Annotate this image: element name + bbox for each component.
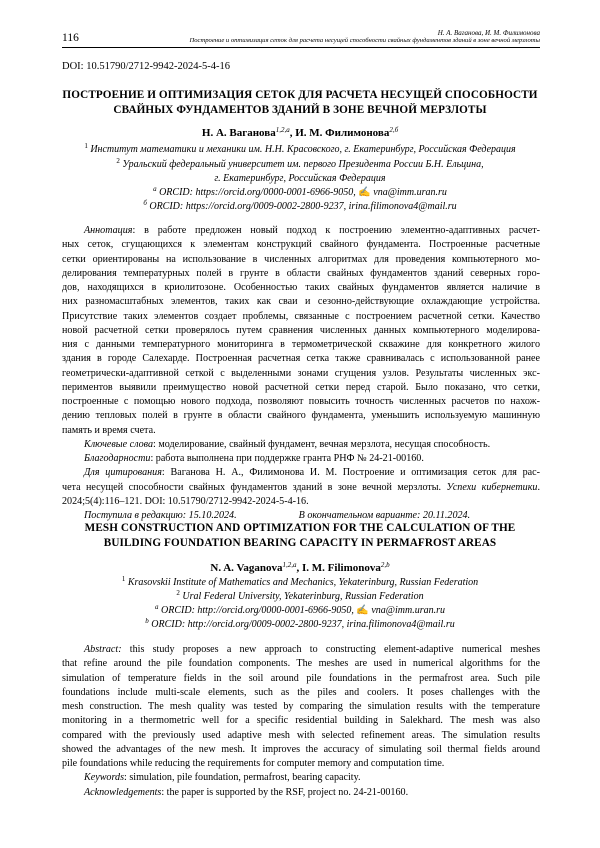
- en-abstract-line: mesh construction. The mesh quality was tested by comparing the simulation results with the temperature: [62, 701, 540, 712]
- ru-orcid-b-text: ORCID: https://orcid.org/0009-0002-2800-9237, irina.filimonova4@mail.ru: [149, 201, 457, 212]
- ru-orcid-a-text: ORCID: https://orcid.org/0000-0001-6966-9050,: [159, 187, 356, 198]
- pen-icon: ✍: [358, 187, 371, 198]
- running-title: Построение и оптимизация сеток для расчета несущей способности свайных фундаментов зданий в зоне вечной мерзлоты: [189, 37, 540, 44]
- en-ack-label: Acknowledgements: [84, 786, 162, 798]
- ru-author-1-sup: 1,2,а: [275, 126, 290, 134]
- en-orcid-a: [0, 605, 600, 616]
- ru-affiliation-1: [0, 144, 600, 155]
- en-orcid-b: [0, 619, 600, 630]
- running-authors: Н. А. Ваганова, И. М. Филимонова: [437, 29, 540, 37]
- en-keywords: Keywords: simulation, pile foundation, permafrost, bearing capacity.: [84, 772, 361, 784]
- en-abstract-label: Abstract:: [84, 644, 122, 655]
- ru-abstract-line: построенные с помощью нового подхода, позволяют повысить точность численных расчетов по нахож-: [62, 396, 540, 407]
- ru-orcid-a: [0, 187, 600, 198]
- ru-author-2-sup: 2,б: [389, 126, 399, 134]
- en-author-2-sup: 2,b: [380, 561, 390, 569]
- en-affiliation-2: [0, 591, 600, 602]
- ru-abstract-line: дению тепловых полей в грунте в области свайного фундамента, уменьшить используемую машинную: [62, 410, 540, 422]
- ru-cite-journal: Успехи кибернетики: [446, 481, 538, 493]
- en-aff2-num: 2: [176, 589, 180, 597]
- en-orcid-b-mark: b: [145, 617, 149, 625]
- ru-author-1: Н. А. Ваганова: [201, 127, 276, 139]
- ru-abstract-line: здания в городе Салехарде. Построенная расчетная сетка также сравнивалась с использованной ранее: [62, 353, 540, 365]
- ru-aff2-num: 2: [116, 157, 120, 165]
- ru-abstract-line: ных сеток, сгущающихся к элементам конструкций свайного фундамента. Построенные расчетные: [62, 239, 540, 251]
- en-aff2-text: Ural Federal University, Yekaterinburg, Russian Federation: [182, 591, 424, 602]
- ru-affiliation-2-line1: [0, 159, 600, 170]
- ru-received: Поступила в редакцию: 15.10.2024.: [84, 510, 237, 521]
- ru-aff1-text: Институт математики и механики им. Н.Н. Красовского, г. Екатеринбург, Российская Федерация: [90, 144, 516, 155]
- en-abstract: [62, 643, 540, 800]
- ru-abstract-line: Аннотация: в работе предложен новый подход к построению элементно-адаптивных расчет-: [84, 225, 540, 236]
- ru-authors: Н. А. Ваганова$^{1,2,а}$, И. М. Филимонова$^{2,б}$: [201, 126, 399, 139]
- en-orcid-b-text: ORCID: http://orcid.org/0009-0002-2800-9237, irina.filimonova4@mail.ru: [151, 619, 455, 630]
- ru-email-a: vna@imm.uran.ru: [373, 187, 447, 198]
- ru-title-line2: СВАЙНЫХ ФУНДАМЕНТОВ ЗДАНИЙ В ЗОНЕ ВЕЧНОЙ МЕРЗЛОТЫ: [113, 104, 487, 116]
- ru-abstract-line: периментов выявили преимущество новой расчетной сетки перед старой. Было показано, что сетки,: [62, 381, 540, 393]
- en-email-a: vna@imm.uran.ru: [371, 605, 445, 616]
- ru-author-2: И. М. Филимонова: [295, 127, 390, 139]
- ru-citation-line1: Для цитирования: Ваганова Н. А., Филимонова И. М. Построение и оптимизация сеток для рас-: [84, 467, 541, 479]
- header-rule: [62, 47, 540, 48]
- ru-abstract-line: них разномасштабных элементов, таких как сваи и сезонно-действующие охлаждающие устройства.: [62, 296, 540, 308]
- en-abstract-line: foundations include multi-scale elements, such as the piles and coolers. It poses challenges with the: [62, 686, 540, 698]
- ru-final: В окончательном варианте: 20.11.2024.: [298, 510, 471, 521]
- ru-abstract-line: Присутствие таких элементов создает проблемы, связанные с построением расчетной сетки. Качество: [62, 310, 540, 322]
- ru-keywords-label: Ключевые слова: [84, 438, 154, 450]
- ru-aff1-num: 1: [84, 142, 88, 150]
- ru-thanks: Благодарности: работа выполнена при поддержке гранта РНФ № 24-21-00160.: [84, 453, 424, 464]
- en-abstract-line: that refine around the pile foundation components. The meshes are used in numerical algorithms for the: [62, 658, 540, 670]
- ru-abstract-line: сетки ориентированы на использование в численных алгоритмах для проведения компьютерного мо-: [62, 253, 540, 265]
- ru-abstract-line: новой расчетной сетки проверялось путем сравнения численных данных компьютерного моделирова-: [62, 324, 540, 336]
- en-abstract-line: simulation of temperature fields in the soil around pile foundations in the permafrost area. Such pile: [62, 672, 540, 684]
- ru-abstract-line: ния с данными температурного мониторинга в термометрической скважине для конкретного жилого: [62, 339, 540, 350]
- en-title-line1: MESH CONSTRUCTION AND OPTIMIZATION FOR THE CALCULATION OF THE: [84, 522, 516, 534]
- en-abstract-line: showed the advantages of the new mesh. It improves the accuracy of simulating soil thermal fields around: [62, 743, 540, 755]
- ru-abstract-line: память и время счета.: [62, 424, 156, 436]
- ru-orcid-a-mark: а: [153, 185, 157, 193]
- en-aff1-num: 1: [121, 575, 126, 583]
- ru-citation-line2: чета несущей способности свайных фундаментов зданий в зоне вечной мерзлоты. Успехи кибернетики.: [62, 481, 540, 493]
- ru-abstract-line: дов, находящихся в криолитозоне. Особенностью таких свайных фундаментов является наличие в: [62, 282, 540, 293]
- en-abstract-line: compared with the previously used adaptive mesh with selected refinement areas. The simulation results: [62, 729, 540, 741]
- ru-title-line1: ПОСТРОЕНИЕ И ОПТИМИЗАЦИЯ СЕТОК ДЛЯ РАСЧЕТА НЕСУЩЕЙ СПОСОБНОСТИ: [62, 89, 538, 101]
- ru-keywords: Ключевые слова: моделирование, свайный фундамент, вечная мерзлота, несущая способность.: [84, 438, 491, 450]
- en-title-line2: BUILDING FOUNDATION BEARING CAPACITY IN PERMAFROST AREAS: [103, 537, 497, 549]
- ru-aff2-text1: Уральский федеральный университет им. первого Президента России Б.Н. Ельцина,: [122, 159, 484, 170]
- pen-icon: ✍: [356, 605, 369, 616]
- ru-orcid-b: [0, 201, 600, 212]
- page-number: 116: [62, 32, 79, 44]
- en-author-1: N. A. Vaganova: [210, 562, 283, 574]
- doi: DOI: 10.51790/2712-9942-2024-5-4-16: [62, 61, 230, 72]
- en-abstract-line: Abstract: this study proposes a new approach to constructing element-adaptive numerical meshes: [84, 644, 540, 655]
- en-author-2: I. M. Filimonova: [302, 562, 381, 574]
- ru-citation-line3: 2024;5(4):116–121. DOI: 10.51790/2712-9942-2024-5-4-16.: [62, 495, 309, 507]
- ru-orcid-b-mark: б: [143, 199, 147, 207]
- ru-abstract: [62, 224, 540, 523]
- en-affiliation-1: [0, 577, 600, 588]
- en-abstract-line: pile foundations while reducing the requirements for computer memory and computation time.: [62, 758, 445, 769]
- ru-thanks-label: Благодарности: [84, 453, 151, 464]
- ru-abstract-line: геометрически-адаптивной сеткой с выделенными зонами сгущения узлов. Результаты численных экс-: [62, 367, 540, 379]
- en-author-1-sup: 1,2,a: [282, 561, 297, 569]
- ru-abstract-line: делирования температурных полей в грунте в области свайных фундаментов зданий северных горо-: [62, 267, 540, 279]
- ru-abstract-label: Аннотация: [84, 225, 133, 236]
- en-orcid-a-mark: a: [155, 603, 159, 611]
- en-orcid-a-text: ORCID: http://orcid.org/0000-0001-6966-9050,: [161, 605, 354, 616]
- en-abstract-line: monitoring in a thermometric well for a specific residential building in Salekhard. The mesh was also: [62, 715, 540, 727]
- en-acknowledgements: Acknowledgements: the paper is supported by the RSF, project no. 24-21-00160.: [84, 786, 409, 798]
- ru-affiliation-2-line2: г. Екатеринбург, Российская Федерация: [214, 173, 386, 184]
- ru-cite-label: Для цитирования: [84, 467, 162, 479]
- en-keywords-label: Keywords: [84, 772, 125, 784]
- en-aff1-text: Krasovskii Institute of Mathematics and Mechanics, Yekaterinburg, Russian Federation: [127, 577, 479, 588]
- en-authors: N. A. Vaganova$^{1,2,a}$, I. M. Filimonova$^{2,b}$: [210, 561, 390, 574]
